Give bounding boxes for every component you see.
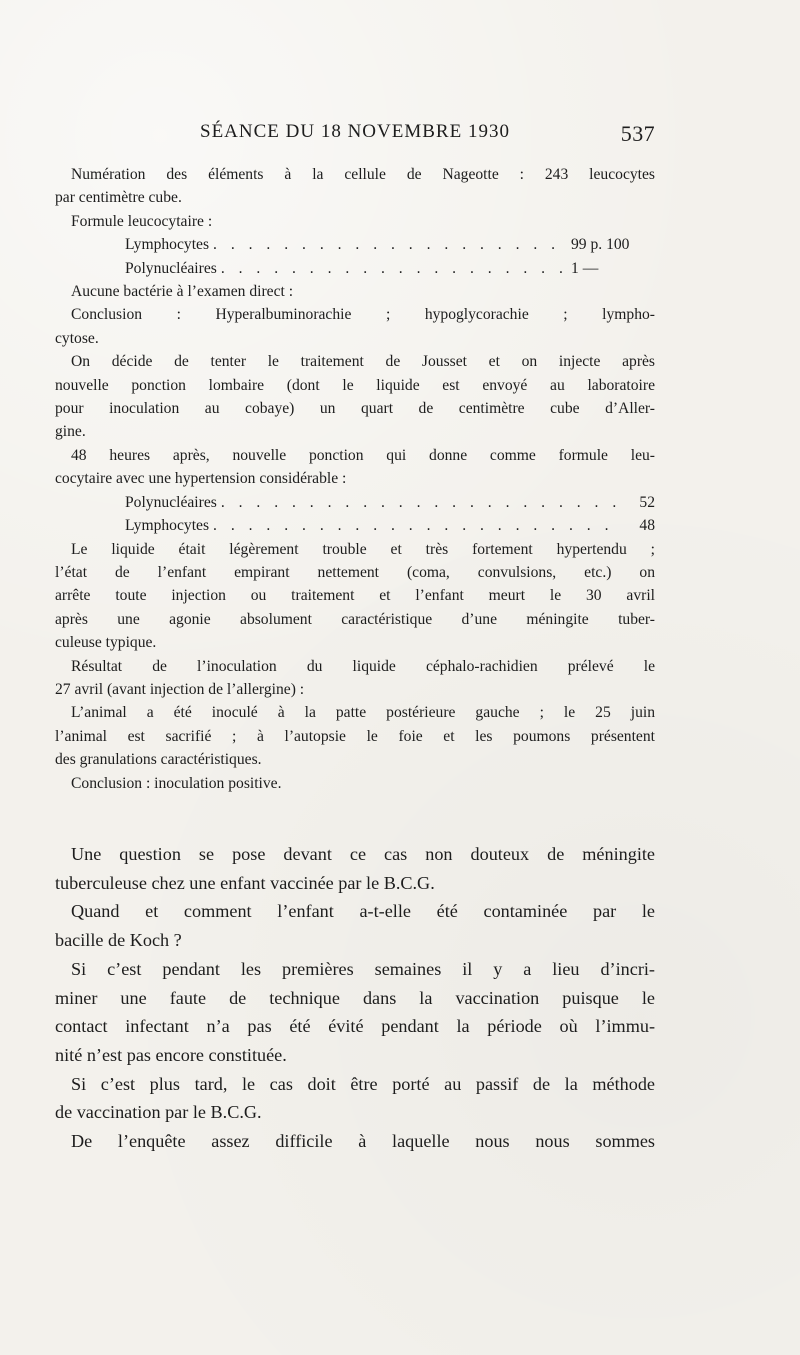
- text-line: tuberculeuse chez une enfant vaccinée par le B.C.G.: [55, 872, 435, 893]
- dot-leader: [209, 233, 563, 256]
- table-value: 99 p. 100: [571, 236, 630, 254]
- text-line: pour inoculation au cobaye) un quart de centimètre cube d’Aller-: [55, 400, 655, 418]
- text-line: Une question se pose devant ce cas non douteux de méningite: [71, 844, 655, 864]
- text-line: 27 avril (avant injection de l’allergine) :: [55, 680, 305, 698]
- text-line: de vaccination par le B.C.G.: [55, 1102, 262, 1123]
- text-line: arrête toute injection ou traitement et l’enfant meurt le 30 avril: [55, 587, 655, 605]
- table-value: 48: [639, 517, 655, 535]
- discussion-text: [55, 840, 655, 1156]
- text-line: des granulations caractéristiques.: [55, 751, 262, 769]
- dot-leader: [217, 491, 619, 514]
- text-line: Si c’est plus tard, le cas doit être porté au passif de la méthode: [71, 1073, 655, 1094]
- text-line: De l’enquête assez difficile à laquelle nous nous sommes: [71, 1131, 655, 1152]
- page-header: [200, 121, 655, 149]
- clinical-notes: [55, 163, 655, 795]
- text-line: bacille de Koch ?: [55, 930, 182, 951]
- text-line: culeuse typique.: [55, 634, 157, 652]
- text-line: Le liquide était légèrement trouble et très fortement hypertendu ;: [71, 540, 655, 558]
- table-label: Lymphocytes: [125, 517, 210, 535]
- table-label: Polynucléaires: [125, 493, 217, 511]
- page-title: SÉANCE DU 18 NOVEMBRE 1930: [200, 121, 510, 142]
- table-label: Polynucléaires: [125, 259, 217, 277]
- text-line: Si c’est pendant les premières semaines il y a lieu d’incri-: [71, 958, 655, 979]
- text-line: Formule leucocytaire :: [71, 212, 213, 230]
- table-value: 1 —: [571, 259, 599, 277]
- table-row: [55, 233, 655, 256]
- text-line: l’animal est sacrifié ; à l’autopsie le foie et les poumons présentent: [55, 727, 655, 745]
- text-line: contact infectant n’a pas été évité pendant la période où l’immu-: [55, 1016, 655, 1037]
- page-number: 537: [620, 121, 655, 146]
- table-row: [55, 491, 655, 514]
- text-line: nouvelle ponction lombaire (dont le liquide est envoyé au laboratoire: [55, 376, 655, 394]
- text-line: gine.: [55, 423, 86, 441]
- text-line: Résultat de l’inoculation du liquide céphalo-rachidien prélevé le: [71, 657, 655, 675]
- table-row: [55, 257, 655, 280]
- text-line: cytose.: [55, 329, 99, 347]
- text-line: Aucune bactérie à l’examen direct :: [71, 283, 294, 301]
- text-line: après une agonie absolument caractéristique d’une méningite tuber-: [55, 610, 655, 628]
- text-line: Conclusion : Hyperalbuminorachie ; hypoglycorachie ; lympho-: [71, 306, 655, 324]
- text-line: nité n’est pas encore constituée.: [55, 1044, 287, 1065]
- text-line: L’animal a été inoculé à la patte postérieure gauche ; le 25 juin: [71, 704, 655, 722]
- text-line: Numération des éléments à la cellule de Nageotte : 243 leucocytes: [71, 166, 655, 183]
- text-line: par centimètre cube.: [55, 189, 182, 207]
- dot-leader: [209, 514, 619, 537]
- text-line: 48 heures après, nouvelle ponction qui donne comme formule leu-: [71, 446, 655, 464]
- table-value: 52: [639, 493, 655, 511]
- table-label: Lymphocytes: [125, 236, 210, 254]
- text-line: Quand et comment l’enfant a-t-elle été contaminée par le: [71, 901, 655, 922]
- text-line: cocytaire avec une hypertension considérable :: [55, 470, 347, 488]
- dot-leader: [217, 257, 563, 280]
- table-row: [55, 514, 655, 537]
- text-line: On décide de tenter le traitement de Jousset et on injecte après: [71, 353, 655, 371]
- text-line: l’état de l’enfant empirant nettement (coma, convulsions, etc.) on: [55, 563, 655, 581]
- text-line: miner une faute de technique dans la vaccination puisque le: [55, 987, 655, 1008]
- text-line: Conclusion : inoculation positive.: [71, 774, 282, 792]
